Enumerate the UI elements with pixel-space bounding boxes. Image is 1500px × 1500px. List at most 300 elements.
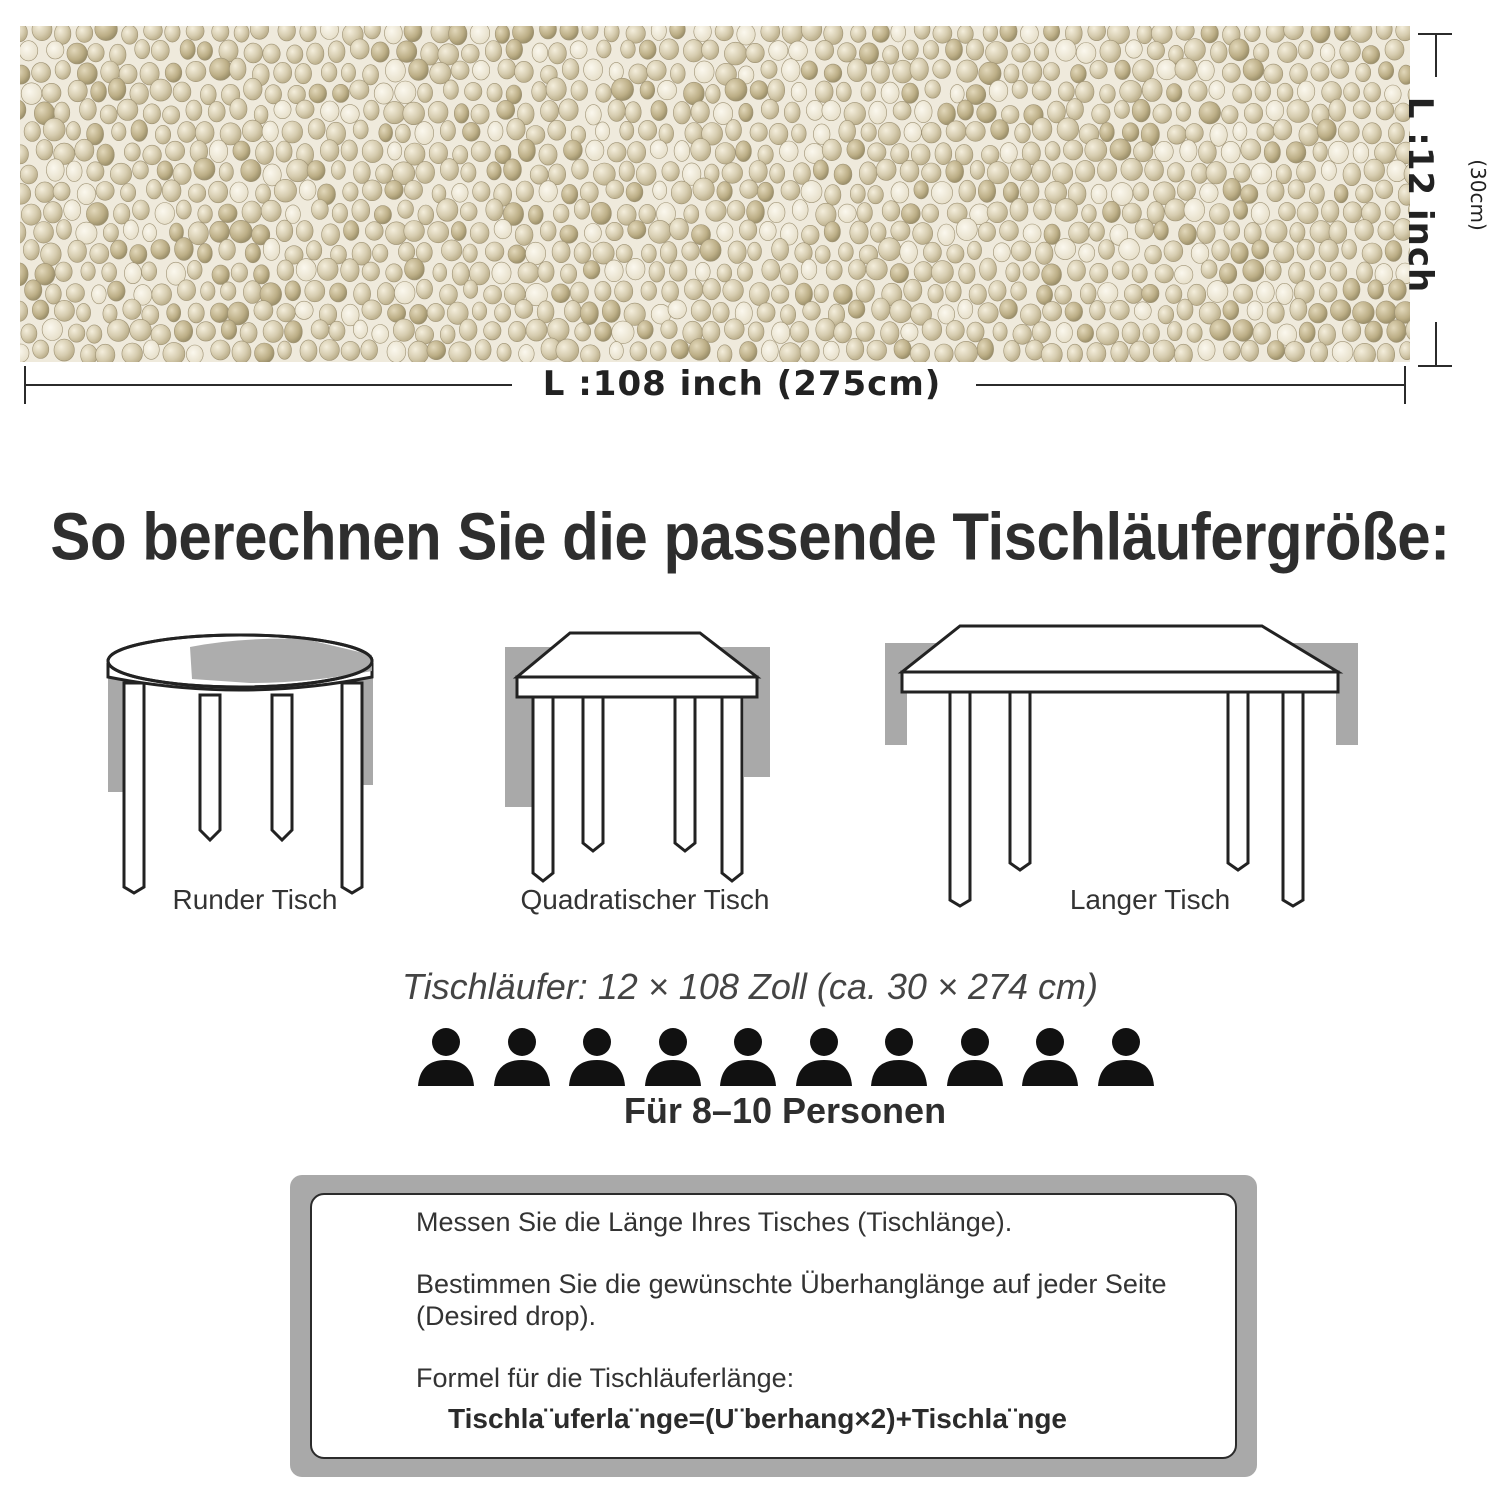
sequin	[307, 161, 325, 181]
sequin	[977, 103, 997, 123]
sequin	[946, 161, 964, 183]
sequin	[834, 322, 852, 343]
sequin	[1177, 299, 1193, 320]
sequin-runner-image	[20, 26, 1410, 362]
sequin	[1091, 184, 1107, 204]
round-table-illustration	[100, 625, 390, 900]
sequin	[233, 141, 250, 161]
sequin	[212, 265, 229, 284]
sequin	[717, 345, 732, 362]
sequin	[341, 63, 355, 82]
sequin	[1122, 123, 1139, 142]
sequin	[243, 281, 261, 304]
sequin	[1317, 119, 1336, 141]
sequin	[851, 26, 866, 42]
sequin	[1343, 202, 1362, 223]
sequin	[121, 184, 136, 202]
person-icon	[1020, 1024, 1080, 1086]
sequin	[47, 41, 64, 59]
sequin	[931, 261, 953, 284]
sequin	[1264, 142, 1280, 163]
sequin	[987, 202, 1007, 223]
sequin	[740, 341, 757, 361]
sequin	[155, 203, 175, 225]
sequin	[376, 164, 393, 183]
sequin	[891, 182, 909, 203]
sequin	[353, 120, 368, 139]
sequin	[1223, 178, 1241, 200]
sequin	[872, 26, 889, 42]
sequin	[1224, 341, 1241, 360]
sequin	[471, 104, 489, 124]
sequin	[959, 263, 975, 284]
sequin	[508, 321, 525, 341]
sequin	[770, 164, 785, 184]
sequin	[959, 180, 976, 202]
sequin	[693, 178, 714, 201]
sequin	[946, 320, 964, 340]
sequin	[437, 199, 458, 222]
sequin	[1290, 222, 1305, 242]
sequin	[847, 139, 865, 159]
sequin	[1142, 284, 1159, 302]
sequin	[575, 323, 591, 341]
sequin	[361, 340, 378, 360]
sequin	[1355, 220, 1374, 241]
sequin	[684, 279, 703, 300]
sequin	[34, 222, 54, 244]
sequin	[261, 200, 281, 221]
sequin	[1331, 60, 1349, 79]
sequin	[151, 40, 169, 60]
sequin	[671, 181, 691, 204]
sequin	[117, 99, 138, 120]
sequin	[620, 121, 634, 140]
sequin	[440, 159, 458, 181]
sequin	[495, 26, 509, 43]
sequin	[1133, 60, 1154, 82]
sequin	[1309, 184, 1324, 204]
sequin	[628, 142, 646, 163]
sequin	[92, 285, 107, 304]
sequin	[890, 264, 908, 283]
sequin	[1124, 284, 1142, 303]
sequin	[1135, 219, 1154, 239]
sequin	[689, 338, 710, 360]
sequin	[277, 260, 294, 281]
sequin	[737, 26, 755, 45]
sequin	[1092, 104, 1110, 124]
sequin	[626, 182, 643, 201]
people-icons-row	[416, 1024, 1156, 1088]
sequin	[68, 240, 87, 262]
sequin	[440, 325, 455, 344]
sequin	[163, 342, 185, 362]
sequin	[768, 202, 785, 222]
sequin	[956, 218, 977, 240]
sequin	[244, 43, 263, 63]
sequin	[329, 321, 345, 340]
sequin	[176, 200, 191, 219]
sequin	[562, 59, 579, 80]
sequin	[1334, 185, 1348, 203]
sequin	[922, 163, 941, 183]
sequin	[1297, 161, 1316, 182]
sequin	[925, 80, 941, 98]
sequin	[938, 224, 955, 246]
sequin	[868, 186, 884, 204]
sequin	[915, 101, 932, 123]
sequin	[1042, 264, 1062, 286]
sequin	[415, 122, 434, 145]
sequin	[1112, 261, 1129, 280]
sequin	[1076, 43, 1096, 64]
sequin	[143, 224, 157, 242]
sequin	[198, 205, 213, 223]
sequin	[210, 303, 228, 323]
sequin	[1298, 40, 1313, 59]
sequin	[319, 340, 339, 361]
sequin	[1364, 83, 1381, 102]
sequin	[1266, 220, 1287, 243]
sequin	[957, 60, 978, 82]
sequin	[658, 80, 677, 99]
sequin	[782, 59, 800, 82]
person-icon	[643, 1024, 703, 1086]
sequin	[801, 181, 822, 203]
sequin	[1289, 262, 1305, 283]
sequin	[1311, 63, 1329, 82]
sequin	[1285, 341, 1305, 361]
sequin	[33, 340, 49, 358]
sequin	[352, 199, 370, 221]
sequin	[364, 100, 379, 120]
sequin	[637, 321, 653, 340]
sequin	[1266, 100, 1284, 120]
sequin	[55, 61, 70, 80]
sequin	[1277, 83, 1293, 102]
sequin	[1212, 240, 1230, 261]
sequin	[1097, 159, 1116, 181]
sequin	[42, 319, 62, 341]
sequin	[581, 345, 601, 362]
sequin	[1053, 163, 1073, 184]
sequin	[459, 319, 477, 340]
sequin	[1032, 160, 1051, 182]
sequin	[188, 303, 204, 323]
sequin	[1364, 159, 1385, 181]
sequin	[662, 281, 679, 302]
sequin	[461, 163, 476, 182]
sequin	[1356, 184, 1373, 203]
sequin	[133, 161, 149, 179]
sequin	[1134, 302, 1151, 320]
instruction-step-2-line-1: Bestimmen Sie die gewünschte Überhanglänge auf jeder Seite	[416, 1269, 1167, 1299]
sequin	[625, 102, 641, 123]
sequin	[186, 345, 203, 362]
sequin	[872, 298, 890, 320]
sequin	[1247, 301, 1263, 320]
sequin	[362, 300, 382, 320]
width-label: L :12 inch	[1400, 96, 1440, 294]
sequin	[374, 206, 391, 224]
sequin	[935, 344, 953, 362]
sequin	[859, 162, 877, 185]
sequin	[883, 46, 899, 65]
sequin	[418, 205, 434, 225]
sequin	[410, 304, 428, 324]
sequin	[682, 242, 700, 261]
sequin	[757, 182, 773, 202]
sequin	[1055, 199, 1078, 222]
sequin	[1056, 323, 1072, 343]
sequin	[878, 238, 900, 261]
sequin	[1175, 58, 1197, 80]
sequin	[659, 39, 678, 60]
sequin	[1115, 60, 1131, 79]
sequin	[506, 39, 523, 60]
sequin	[461, 44, 479, 63]
sequin	[891, 221, 910, 241]
sequin	[1063, 140, 1082, 160]
sequin	[894, 339, 911, 358]
sequin	[416, 279, 432, 299]
sequin	[839, 243, 854, 262]
sequin	[282, 121, 303, 143]
sequin	[428, 101, 448, 123]
sequin	[441, 240, 462, 261]
sequin	[515, 300, 533, 319]
sequin	[374, 83, 393, 104]
sequin	[307, 43, 324, 64]
sequin	[108, 281, 126, 301]
sequin	[806, 100, 823, 120]
sequin	[1192, 163, 1209, 183]
length-dimension-line-left	[24, 384, 512, 386]
sequin	[330, 283, 347, 302]
sequin	[440, 121, 455, 141]
sequin	[1167, 125, 1186, 144]
sequin	[81, 345, 98, 362]
sequin	[1385, 39, 1404, 60]
sequin	[122, 343, 143, 362]
sequin	[443, 80, 458, 100]
sequin	[173, 82, 191, 102]
sequin	[662, 162, 679, 181]
sequin	[1221, 141, 1240, 163]
sequin	[1376, 180, 1393, 199]
person-icon	[492, 1024, 552, 1086]
sequin	[580, 302, 598, 325]
sequin	[670, 64, 685, 84]
sequin	[1087, 343, 1106, 362]
sequin	[146, 180, 161, 199]
sequin	[46, 284, 62, 304]
sequin	[640, 81, 655, 99]
sequin	[1198, 340, 1215, 361]
sequin	[989, 80, 1008, 101]
sequin	[966, 39, 983, 60]
person-icon	[945, 1024, 1005, 1086]
sequin	[1286, 142, 1306, 163]
sequin	[1132, 99, 1150, 122]
sequin	[103, 224, 118, 242]
sequin	[1090, 60, 1107, 78]
sequin	[814, 284, 828, 302]
sequin	[923, 41, 938, 60]
sequin	[881, 82, 899, 103]
sequin	[1023, 262, 1039, 281]
sequin	[1121, 158, 1143, 180]
sequin	[626, 258, 645, 280]
sequin	[762, 259, 780, 280]
sequin	[1244, 26, 1260, 42]
instruction-step-2-line-2: (Desired drop).	[416, 1301, 597, 1331]
sequin	[1147, 42, 1164, 60]
sequin	[495, 304, 511, 323]
sequin	[869, 101, 887, 124]
sequin	[130, 319, 152, 341]
sequin	[1126, 40, 1143, 58]
sequin	[619, 161, 634, 181]
sequin	[1167, 84, 1182, 102]
sequin	[1189, 81, 1207, 102]
sequin	[1200, 183, 1218, 203]
sequin	[274, 101, 291, 119]
sequin	[882, 201, 900, 221]
sequin	[553, 204, 569, 223]
sequin	[97, 144, 114, 166]
sequin	[255, 343, 275, 362]
sequin	[893, 101, 911, 120]
sequin	[393, 319, 414, 341]
sequin	[263, 44, 280, 63]
sequin	[350, 80, 369, 99]
sequin	[484, 285, 502, 304]
sequin	[285, 321, 303, 343]
sequin	[100, 105, 117, 124]
sequin	[277, 304, 295, 322]
sequin	[772, 238, 789, 260]
sequin	[957, 100, 973, 120]
sequin	[604, 26, 619, 42]
sequin	[487, 162, 501, 180]
sequin	[1036, 242, 1053, 264]
sequin	[739, 220, 756, 240]
sequin	[538, 261, 554, 282]
sequin	[201, 282, 215, 301]
instruction-step-1: Messen Sie die Länge Ihres Tisches (Tischlänge).	[416, 1207, 1013, 1237]
sequin	[1071, 65, 1087, 83]
sequin	[515, 61, 534, 82]
width-dimension-line-top	[1435, 33, 1437, 77]
sequin	[1032, 118, 1052, 141]
sequin	[839, 120, 856, 142]
sequin	[194, 158, 215, 180]
sequin	[1184, 39, 1205, 61]
sequin	[262, 121, 278, 142]
sequin	[1241, 139, 1261, 160]
sequin	[44, 202, 63, 223]
sequin	[673, 101, 690, 124]
sequin	[1251, 163, 1272, 184]
sequin	[1290, 298, 1307, 320]
sequin	[385, 26, 403, 44]
sequin	[341, 105, 360, 124]
sequin	[1353, 101, 1370, 119]
sequin	[328, 41, 345, 63]
sequin	[497, 100, 515, 119]
sequin	[791, 82, 806, 101]
sequin	[1175, 265, 1193, 284]
sequin	[1267, 341, 1284, 360]
sequin	[43, 118, 65, 141]
sequin	[187, 260, 202, 279]
sequin	[816, 40, 834, 60]
sequin	[110, 163, 131, 184]
sequin	[761, 60, 777, 78]
sequin	[123, 299, 141, 319]
sequin	[296, 100, 314, 118]
sequin	[186, 61, 206, 81]
sequin	[418, 83, 433, 102]
sequin	[572, 159, 589, 179]
sequin	[801, 61, 817, 80]
sequin	[64, 200, 81, 221]
sequin	[305, 280, 325, 301]
table-caption-long: Langer Tisch	[1069, 884, 1231, 915]
sequin	[1000, 299, 1018, 319]
sequin	[1223, 301, 1239, 320]
sequin	[1264, 64, 1283, 83]
sequin	[463, 244, 477, 262]
sequin	[728, 241, 746, 264]
sequin	[1243, 59, 1264, 81]
sequin	[1199, 102, 1221, 124]
page-title: So berechnen Sie die passende Tischläufergröße:	[50, 499, 1450, 575]
sequin	[102, 263, 117, 282]
sequin	[904, 279, 922, 301]
sequin	[1100, 123, 1115, 142]
sequin	[362, 140, 383, 163]
sequin	[404, 221, 425, 242]
sequin	[1137, 26, 1152, 44]
sequin	[789, 41, 808, 61]
sequin	[464, 280, 478, 298]
sequin	[1274, 242, 1294, 263]
sequin	[1076, 160, 1095, 182]
sequin	[162, 180, 181, 202]
sequin	[761, 99, 778, 119]
sequin	[691, 300, 711, 321]
sequin	[609, 342, 623, 360]
sequin	[1179, 224, 1197, 245]
sequin	[597, 40, 611, 58]
sequin	[254, 265, 270, 284]
sequin	[1184, 199, 1205, 222]
sequin	[872, 61, 890, 83]
sequin	[41, 243, 62, 266]
sequin	[427, 303, 444, 321]
sequin	[1043, 63, 1059, 81]
sequin	[1365, 321, 1383, 342]
sequin	[311, 320, 329, 339]
sequin	[371, 42, 389, 62]
sequin	[332, 203, 347, 223]
sequin	[229, 58, 246, 80]
sequin	[1175, 344, 1193, 362]
sequin	[354, 162, 371, 184]
